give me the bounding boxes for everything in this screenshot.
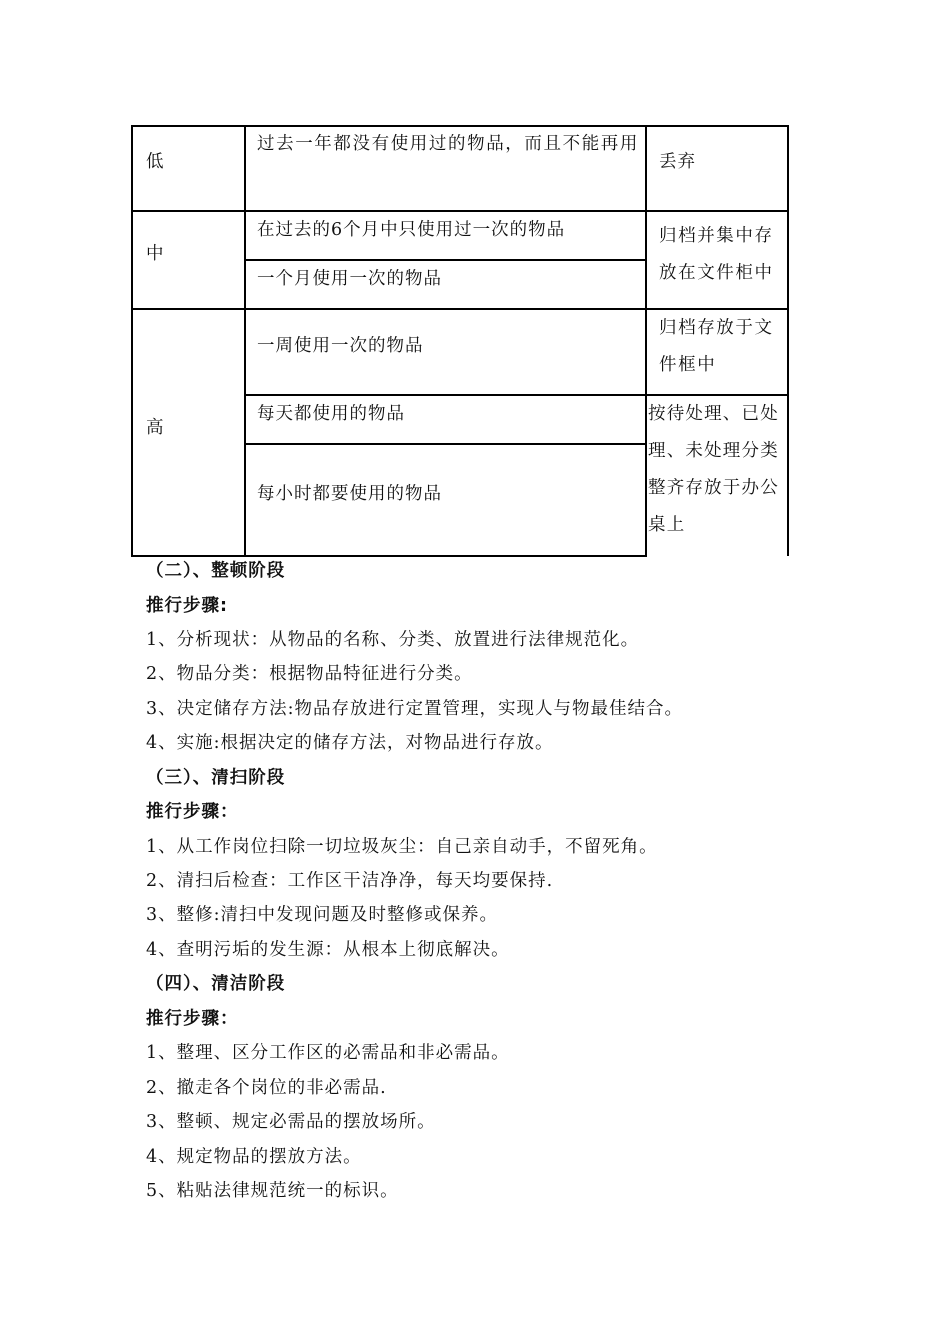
step-item: 3、整修:清扫中发现问题及时整修或保养。 — [146, 905, 499, 925]
step-item: 4、实施:根据决定的储存方法，对物品进行存放。 — [146, 733, 554, 753]
step-item: 3、整顿、规定必需品的摆放场所。 — [146, 1112, 436, 1132]
step-item: 3、决定储存方法:物品存放进行定置管理，实现人与物最佳结合。 — [146, 699, 684, 719]
step-item: 2、物品分类：根据物品特征进行分类。 — [146, 664, 473, 684]
step-item: 1、分析现状：从物品的名称、分类、放置进行法律规范化。 — [146, 630, 640, 650]
row-divider — [244, 443, 646, 445]
level-cell: 低 — [146, 152, 165, 172]
section-subheading: 推行步骤: — [146, 596, 228, 616]
section-heading: （二）、整顿阶段 — [146, 561, 286, 581]
section-subheading: 推行步骤： — [146, 1009, 239, 1029]
table-column-divider — [244, 125, 246, 556]
section-heading: （四）、清洁阶段 — [146, 974, 286, 994]
table-column-divider — [645, 125, 647, 556]
step-item: 1、从工作岗位扫除一切垃圾灰尘：自己亲自动手，不留死角。 — [146, 837, 658, 857]
action-cell: 丢弃 — [659, 152, 696, 172]
section-subheading: 推行步骤： — [146, 802, 239, 822]
step-item: 2、清扫后检查：工作区干洁净净，每天均要保持. — [146, 871, 554, 891]
item-cell: 每天都使用的物品 — [257, 404, 405, 424]
step-item: 4、规定物品的摆放方法。 — [146, 1147, 362, 1167]
table-border-left — [131, 125, 133, 556]
table-border-bottom — [131, 555, 647, 557]
level-cell: 高 — [146, 418, 165, 438]
step-item: 1、整理、区分工作区的必需品和非必需品。 — [146, 1043, 510, 1063]
step-item: 5、粘贴法律规范统一的标识。 — [146, 1181, 399, 1201]
item-cell: 在过去的6个月中只使用过一次的物品 — [257, 220, 566, 240]
action-cell: 按待处理、已处理、未处理分类整齐存放于办公桌上 — [648, 404, 779, 535]
action-cell: 归档并集中存放在文件柜中 — [659, 226, 774, 283]
step-item: 4、查明污垢的发生源：从根本上彻底解决。 — [146, 940, 510, 960]
item-cell: 每小时都要使用的物品 — [257, 484, 442, 504]
item-cell: 过去一年都没有使用过的物品，而且不能再用 — [257, 134, 639, 154]
item-cell: 一个月使用一次的物品 — [257, 269, 442, 289]
level-cell: 中 — [146, 244, 165, 264]
step-item: 2、撤走各个岗位的非必需品. — [146, 1078, 387, 1098]
item-cell: 一周使用一次的物品 — [257, 336, 424, 356]
section-heading: （三）、清扫阶段 — [146, 768, 286, 788]
action-cell: 归档存放于文件框中 — [659, 318, 774, 375]
